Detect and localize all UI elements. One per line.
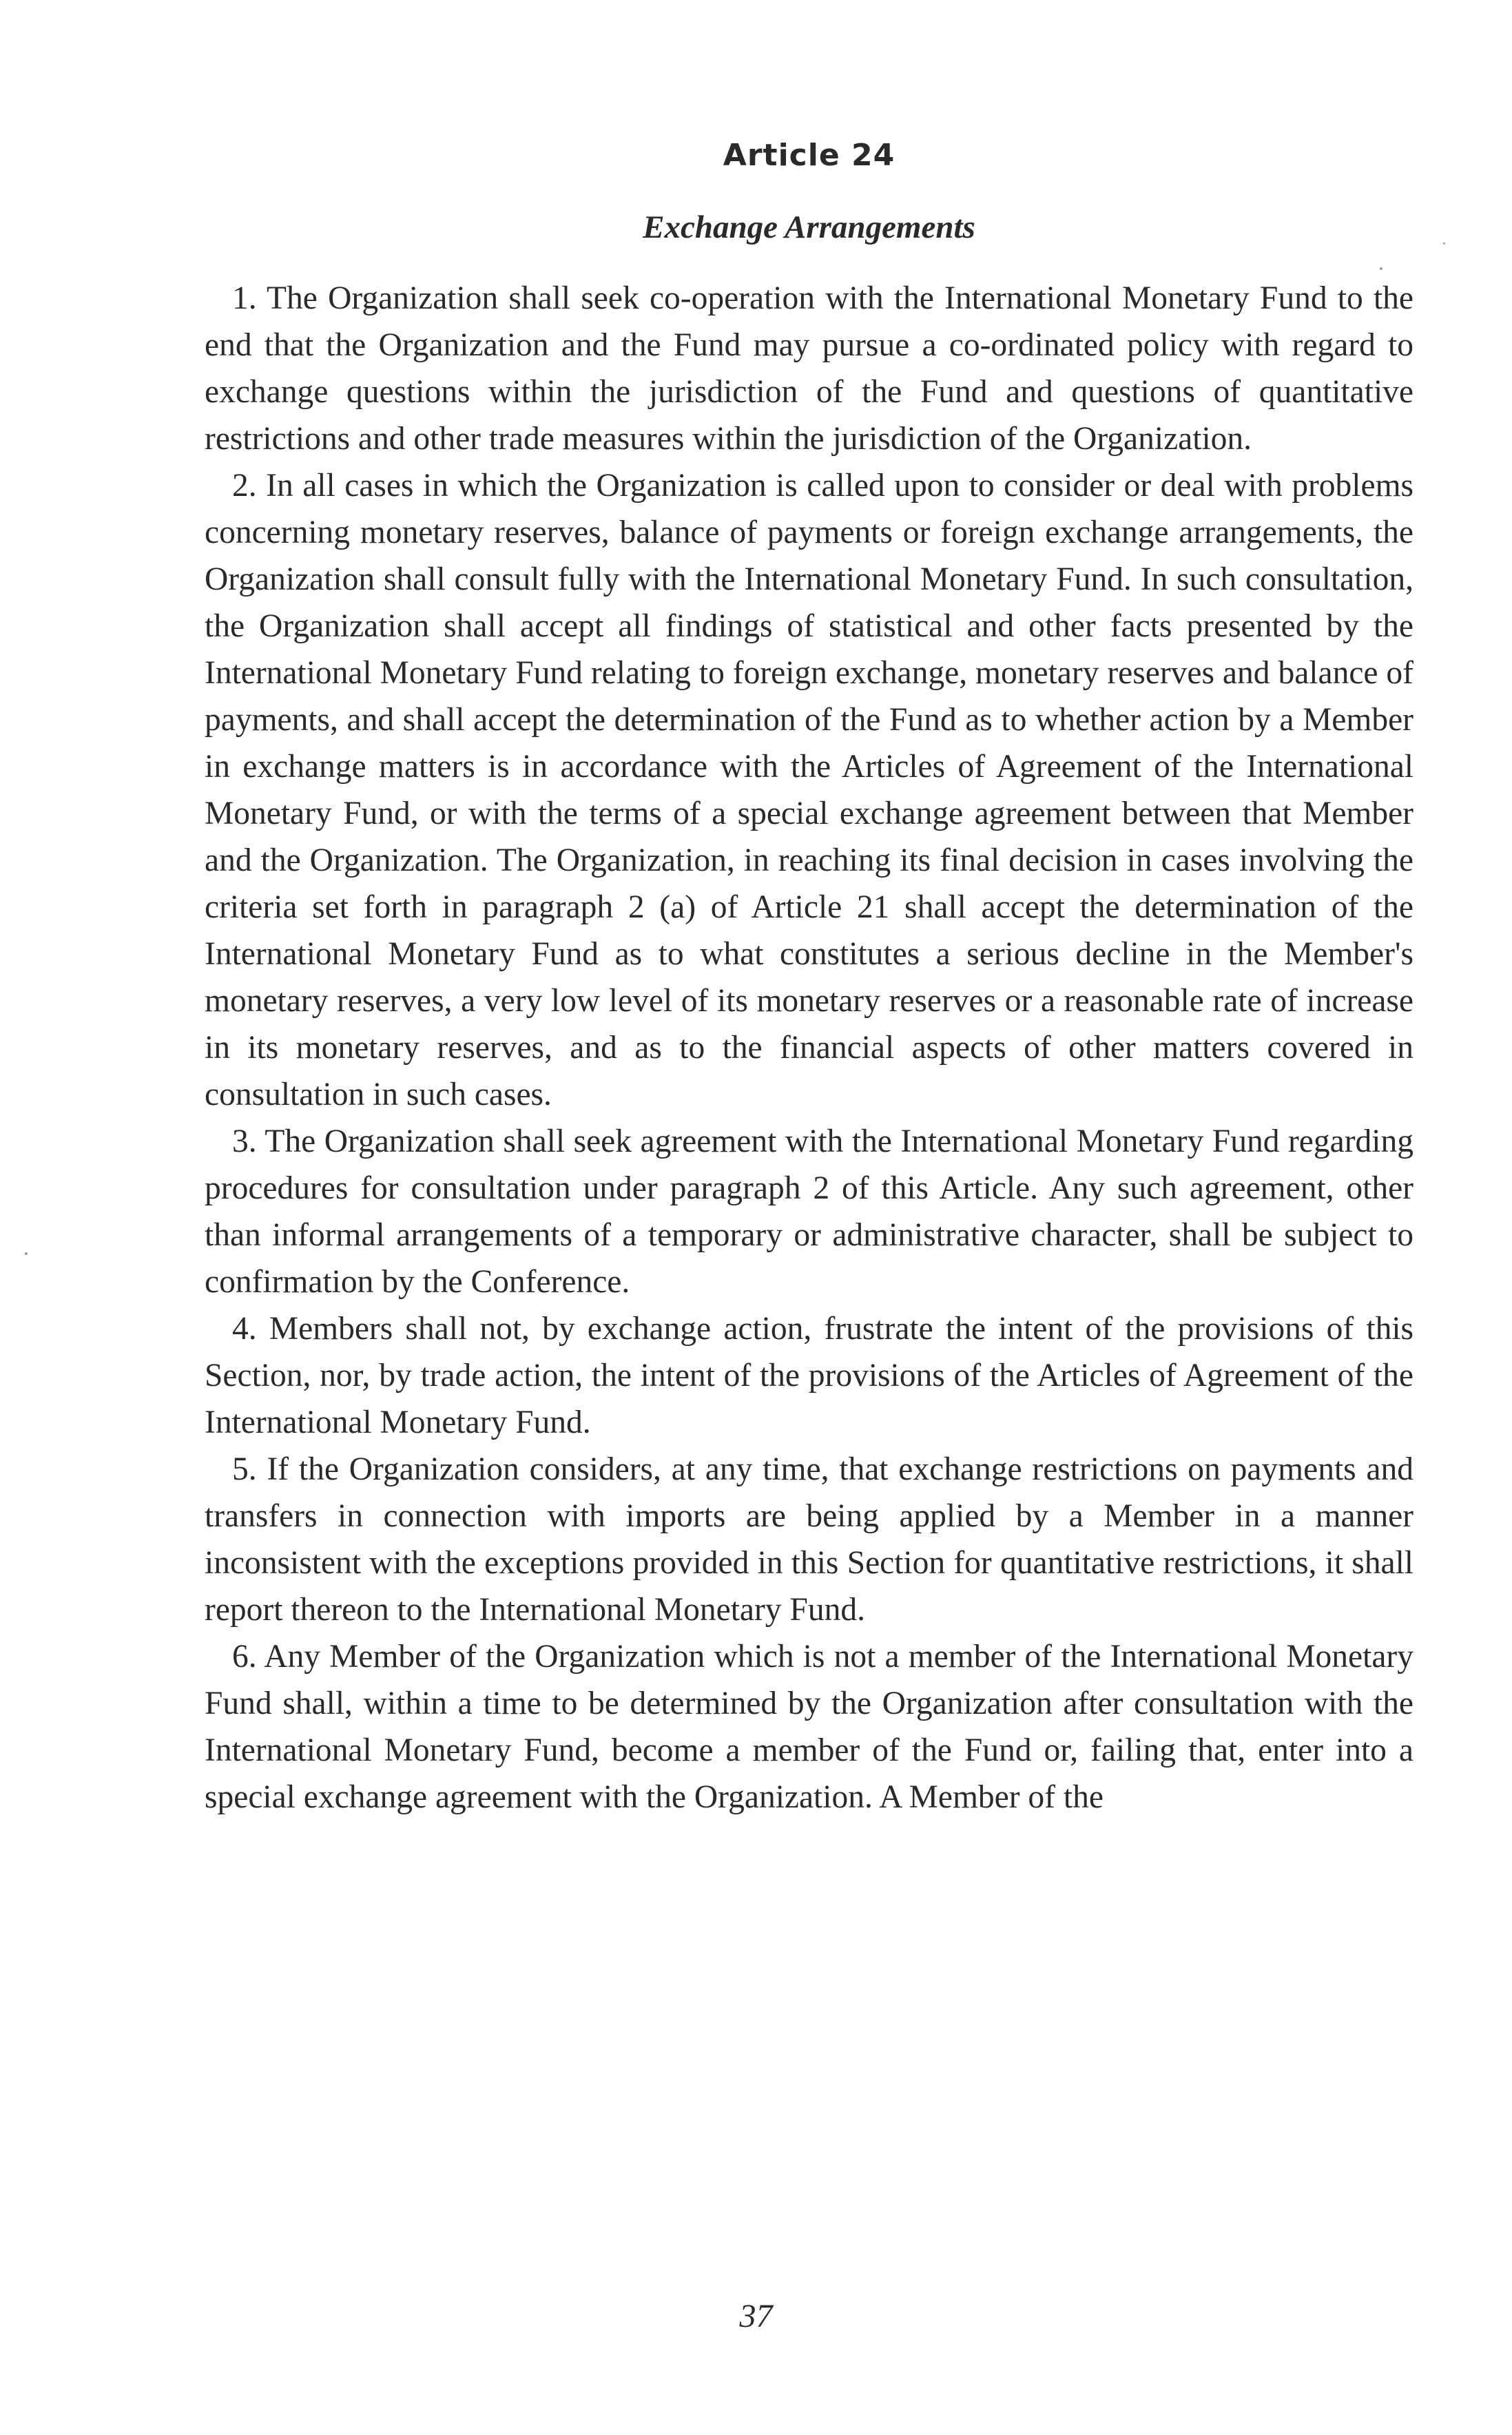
- article-subtitle: Exchange Arrangements: [643, 209, 975, 245]
- paragraph-text: Any Member of the Organization which is not a member of the International Monetary Fund shall, within a time to be determined by the Organization after consultation with the International Monetary Fund, become a member of the Fund or, failing that, enter into a special exchange agreement with the Organization. A Member of the: [205, 1639, 1413, 1815]
- paragraph-2: [205, 462, 1413, 1118]
- paragraph-number: 5.: [232, 1451, 257, 1487]
- paragraph-text: The Organization shall seek co-operation with the International Monetary Fund to the end that the Organization and the Fund may pursue a co-ordinated policy with regard to exchange questions within the jurisdiction of the Fund and questions of quantitative restrictions and other trade measures within the jurisdiction of the Organization.: [205, 280, 1413, 457]
- paragraph-5: [205, 1446, 1413, 1633]
- page-body: [205, 138, 1413, 1821]
- paragraph-4: [205, 1305, 1413, 1446]
- paragraph-text: The Organization shall seek agreement with the International Monetary Fund regarding procedures for consultation under paragraph 2 of this Article. Any such agreement, other than informal arrangements of a temporary or administrative character, shall be subject to confirmation by the Conference.: [205, 1123, 1413, 1300]
- paragraph-1: [205, 275, 1413, 462]
- paragraph-number: 3.: [232, 1123, 257, 1159]
- article-heading: Article 24: [723, 138, 895, 173]
- paragraph-6: [205, 1633, 1413, 1821]
- paragraph-number: 4.: [232, 1311, 257, 1347]
- scan-speck: [1380, 267, 1382, 270]
- paragraph-number: 1.: [232, 280, 257, 316]
- paragraph-text: In all cases in which the Organization is called upon to consider or deal with problems concerning monetary reserves, balance of payments or foreign exchange arrangements, the Organization shall consult fully with the International Monetary Fund. In such consultation, the Organization shall accept all findings of statistical and other facts presented by the International Monetary Fund relating to foreign exchange, monetary reserves and balance of payments, and shall accept the determination of the Fund as to whether action by a Member in exchange matters is in accordance with the Articles of Agreement of the International Monetary Fund, or with the terms of a special exchange agreement between that Member and the Organization. The Organization, in reaching its final decision in cases involving the criteria set forth in paragraph 2 (a) of Article 21 shall accept the determination of the International Monetary Fund as to what constitutes a serious decline in the Member's monetary reserves, a very low level of its monetary reserves or a reasonable rate of increase in its monetary reserves, and as to the financial aspects of other matters covered in consultation in such cases.: [205, 468, 1413, 1112]
- paragraph-number: 2.: [232, 468, 257, 504]
- paragraph-number: 6.: [232, 1639, 257, 1675]
- scan-speck: [25, 1252, 28, 1255]
- paragraph-text: If the Organization considers, at any time, that exchange restrictions on payments and transfers in connection with imports are being applied by a Member in a manner inconsistent with the exceptions provided in this Section for quantitative restrictions, it shall report thereon to the International Monetary Fund.: [205, 1451, 1414, 1628]
- paragraph-3: [205, 1118, 1413, 1305]
- paragraph-text: Members shall not, by exchange action, frustrate the intent of the provisions of this Section, nor, by trade action, the intent of the provisions of the Articles of Agreement of the International Monetary Fund.: [205, 1311, 1413, 1440]
- page-number: 37: [739, 2298, 773, 2334]
- scan-speck: [1443, 242, 1445, 245]
